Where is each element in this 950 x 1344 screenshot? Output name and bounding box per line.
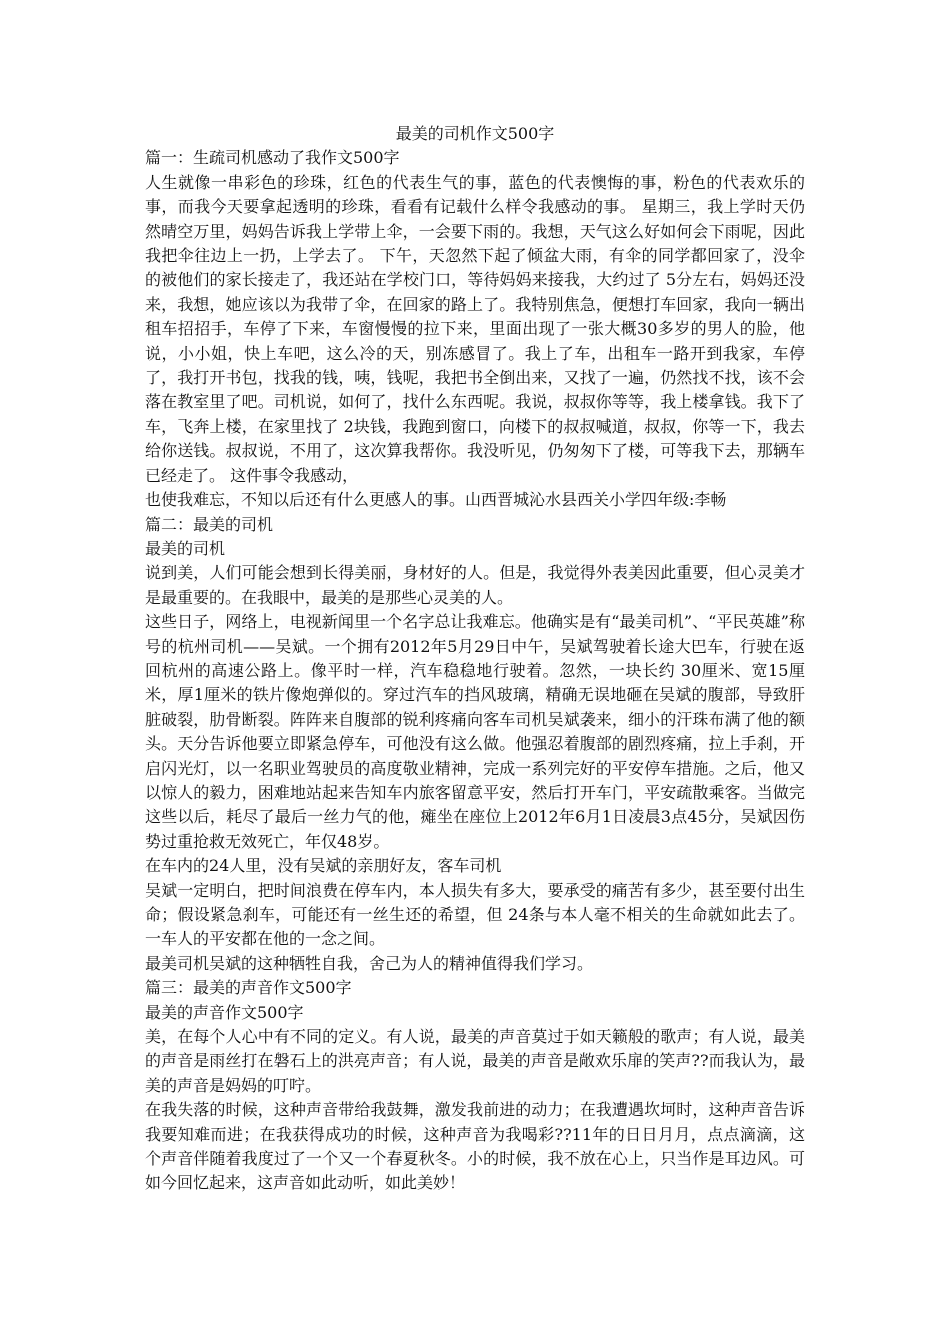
- section-two-heading: 篇二：最美的司机: [145, 514, 274, 534]
- document-title: 最美的司机作文500字: [395, 124, 555, 143]
- paragraph: 在我失落的时候，这种声音带给我鼓舞，激发我前进的动力；在我遭遇坎坷时，这种声音告诉我要知难而进；在我获得成功的时候，这种声音为我喝彩??11年的日日月月，点点滴滴，这个声音伴随着我度过了一个又一个春夏秋冬。小的时候，我不放在心上，只当作是耳边风。可如今回忆起来，这声音如此动听，如此美妙！: [145, 1100, 805, 1193]
- paragraph: 说到美，人们可能会想到长得美丽，身材好的人。但是，我觉得外表美因此重要，但心灵美才是最重要的。在我眼中，最美的是那些心灵美的人。: [145, 563, 805, 607]
- paragraph: 吴斌一定明白，把时间浪费在停车内，本人损失有多大，要承受的痛苦有多少，甚至要付出生命；假设紧急刹车，可能还有一丝生还的希望，但 24条与本人毫不相关的生命就如此去了。一车人的平安都在他的一念之间。: [145, 880, 805, 949]
- paragraph: 这些日子，网络上，电视新闻里一个名字总让我难忘。他确实是有“最美司机”、“平民英雄”称号的杭州司机——吴斌。一个拥有2012年5月29日中午，吴斌驾驶着长途大巴车，行驶在返回杭州的高速公路上。像平时一样，汽车稳稳地行驶着。忽然，一块长约 30厘米、宽15厘米，厚1厘米的铁片像炮弹似的。穿过汽车的挡风玻璃，精确无误地砸在吴斌的腹部，导致肝脏破裂，肋骨断裂。阵阵来自腹部的锐利疼痛向客车司机吴斌袭来，细小的汗珠布满了他的额头。天分告诉他要立即紧急停车，可他没有这么做。他强忍着腹部的剧烈疼痛，拉上手刹，开启闪光灯，以一名职业驾驶员的高度敬业精神，完成一系列完好的平安停车措施。之后，他又以惊人的毅力，困难地站起来告知车内旅客留意平安，然后打开车门，平安疏散乘客。当做完这些以后，耗尽了最后一丝力气的他，瘫坐在座位上2012年6月1日凌晨3点45分，吴斌因伤势过重抢救无效死亡，年仅48岁。: [145, 612, 805, 851]
- section-three-subtitle: 最美的声音作文500字: [145, 1002, 304, 1022]
- document-body: [145, 122, 805, 1196]
- section-two-subtitle: 最美的司机: [145, 538, 226, 558]
- section-one-heading: 篇一：生疏司机感动了我作文500字: [145, 148, 400, 168]
- paragraph: 美，在每个人心中有不同的定义。有人说，最美的声音莫过于如天籁般的歌声；有人说，最美的声音是雨丝打在磐石上的洪亮声音；有人说，最美的声音是敞欢乐扉的笑声??而我认为，最美的声音是妈妈的叮咛。: [145, 1027, 805, 1095]
- paragraph: 在车内的24人里，没有吴斌的亲朋好友，客车司机: [145, 856, 502, 876]
- section-three-heading: 篇三：最美的声音作文500字: [145, 978, 352, 998]
- paragraph: 最美司机吴斌的这种牺牲自我，舍己为人的精神值得我们学习。: [145, 953, 594, 973]
- paragraph: 人生就像一串彩色的珍珠，红色的代表生气的事，蓝色的代表懊悔的事，粉色的代表欢乐的事，而我今天要拿起透明的珍珠，看看有记载什么样令我感动的事。 星期三，我上学时天仍然晴空万里，妈妈告诉我上学带上伞，一会要下雨的。我想，天气这么好如何会下雨呢，因此我把伞往边上一扔，上学去了。 下午，天忽然下起了倾盆大雨，有伞的同学都回家了，没伞的被他们的家长接走了，我还站在学校门口，等待妈妈来接我，大约过了 5分左右，妈妈还没来，我想，她应该以为我带了伞，在回家的路上了。我特别焦急，便想打车回家，我向一辆出租车招招手，车停了下来，车窗慢慢的拉下来，里面出现了一张大概30多岁的男人的脸，他说，小小姐，快上车吧，这么冷的天，别冻感冒了。我上了车，出租车一路开到我家，车停了，我打开书包，找我的钱，咦，钱呢，我把书全倒出来，又找了一遍，仍然找不找，该不会落在教室里了吧。司机说，如何了，找什么东西呢。我说，叔叔你等等，我上楼拿钱。我下了车，飞奔上楼，在家里找了 2块钱，我跑到窗口，向楼下的叔叔喊道，叔叔，你等一下，我去给你送钱。叔叔说，不用了，这次算我帮你。我没听见，仍匆匆下了楼，可等我下去，那辆车已经走了。 这件事令我感动，: [145, 172, 805, 485]
- paragraph: 也使我难忘，不知以后还有什么更感人的事。山西晋城沁水县西关小学四年级:李畅: [145, 490, 727, 510]
